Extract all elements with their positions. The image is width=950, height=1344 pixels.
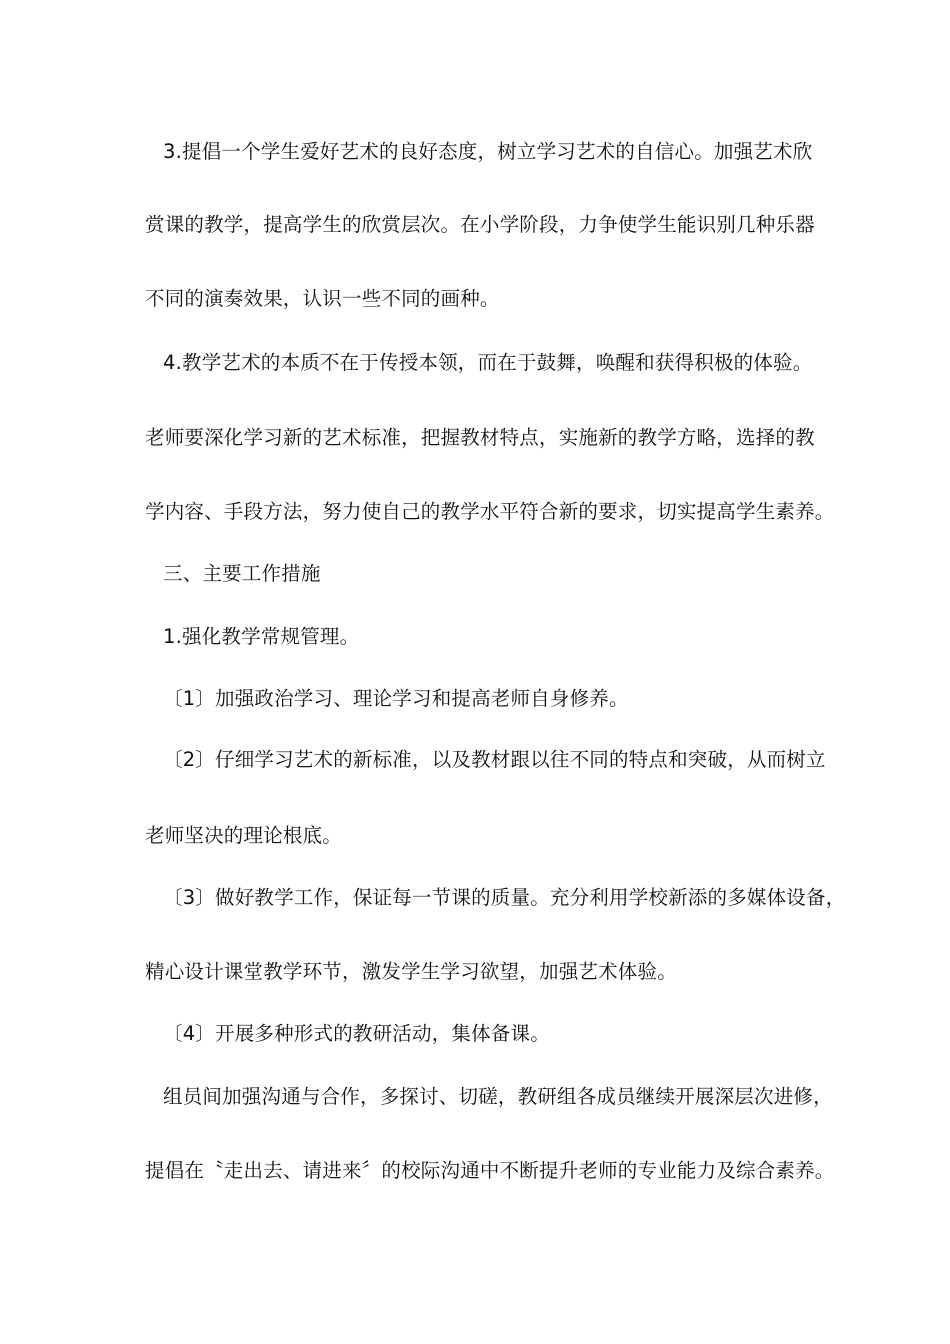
list-item: 〔2〕仔细学习艺术的新标准，以及教材跟以往不同的特点和突破，从而树立 — [163, 748, 826, 771]
paragraph-line: 学内容、手段方法，努力使自己的教学水平符合新的要求，切实提高学生素养。 — [145, 500, 835, 523]
paragraph-line: 老师坚决的理论根底。 — [145, 824, 343, 847]
paragraph-line: 精心设计课堂教学环节，激发学生学习欲望，加强艺术体验。 — [145, 960, 677, 983]
paragraph-line: 老师要深化学习新的艺术标准，把握教材特点，实施新的教学方略，选择的教 — [145, 426, 815, 449]
paragraph-line: 不同的演奏效果，认识一些不同的画种。 — [145, 287, 500, 310]
paragraph-line: 3.提倡一个学生爱好艺术的良好态度，树立学习艺术的自信心。加强艺术欣 — [163, 140, 813, 163]
list-item: 〔4〕开展多种形式的教研活动，集体备课。 — [163, 1022, 550, 1045]
list-item: 〔1〕加强政治学习、理论学习和提高老师自身修养。 — [163, 687, 629, 710]
paragraph-line: 4.教学艺术的本质不在于传授本领，而在于鼓舞，唤醒和获得积极的体验。 — [163, 351, 813, 374]
paragraph-line: 提倡在〝走出去、请进来〞的校际沟通中不断提升老师的专业能力及综合素养。 — [145, 1159, 835, 1182]
paragraph-line: 赏课的教学，提高学生的欣赏层次。在小学阶段，力争使学生能识别几种乐器 — [145, 213, 815, 236]
subsection-heading: 1.强化教学常规管理。 — [163, 625, 360, 648]
paragraph-line: 组员间加强沟通与合作，多探讨、切磋，教研组各成员继续开展深层次进修， — [163, 1085, 833, 1108]
list-item: 〔3〕做好教学工作，保证每一节课的质量。充分利用学校新添的多媒体设备， — [163, 886, 846, 909]
section-heading: 三、主要工作措施 — [163, 562, 321, 585]
